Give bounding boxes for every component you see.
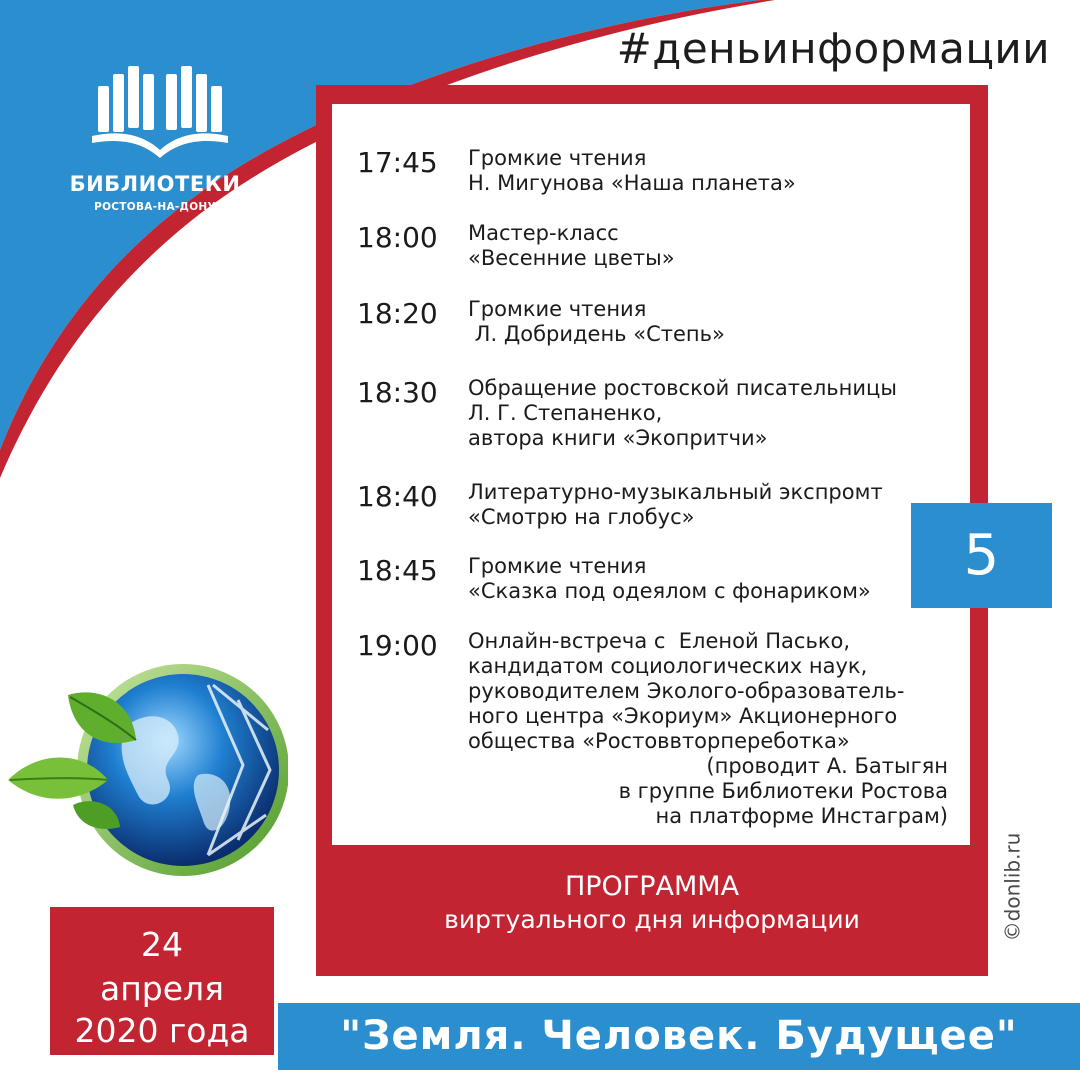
schedule-time: 18:40 (357, 480, 438, 513)
schedule-time: 19:00 (357, 629, 438, 662)
schedule-title: Громкие чтения Н. Мигунова «Наша планета» (468, 146, 796, 195)
book-logo-icon (80, 60, 240, 169)
schedule-note-wrap (520, 754, 948, 834)
schedule-title: Онлайн-встреча с Еленой Пасько, кандидатом социологических наук, руководителем Эколого-образователь- ного центра «Экориум» Акционерного общества «Ростоввторпереботка» (468, 629, 905, 753)
schedule-time: 18:00 (357, 221, 438, 254)
date-day: 24 (141, 925, 183, 964)
schedule-time: 18:20 (357, 297, 438, 330)
schedule-time: 18:45 (357, 554, 438, 587)
schedule-note: (проводит А. Батыгян в группе Библиотеки Ростова на платформе Инстаграм) (618, 754, 948, 828)
page-number: 5 (911, 503, 1052, 608)
schedule-time: 17:45 (357, 146, 438, 179)
schedule-title: Громкие чтения Л. Добридень «Степь» (468, 297, 725, 346)
date-year: 2020 года (74, 1011, 250, 1050)
globe-with-leaves-icon (8, 655, 288, 885)
date-box (50, 907, 274, 1055)
program-title: ПРОГРАММА (564, 871, 740, 902)
logo-subtitle: РОСТОВА-НА-ДОНУ (94, 201, 216, 213)
schedule-title: Мастер-класс «Весенние цветы» (468, 221, 675, 270)
schedule-title: Громкие чтения «Сказка под одеялом с фонариком» (468, 554, 871, 603)
date-month: апреля (100, 969, 224, 1008)
hashtag[interactable]: #деньинформации (616, 24, 1050, 73)
program-subtitle: виртуального дня информации (444, 905, 860, 934)
schedule-title: Обращение ростовской писательницы Л. Г. Степаненко, автора книги «Экопритчи» (468, 376, 897, 450)
schedule-time: 18:30 (357, 376, 438, 409)
slogan: "Земля. Человек. Будущее" (340, 1013, 1018, 1059)
copyright-text[interactable]: ©donlib.ru (1000, 832, 1025, 942)
schedule-title: Литературно-музыкальный экспромт «Смотрю на глобус» (468, 480, 883, 529)
logo-title: БИБЛИОТЕКИ (69, 172, 241, 196)
copyright-label (1000, 830, 1043, 960)
